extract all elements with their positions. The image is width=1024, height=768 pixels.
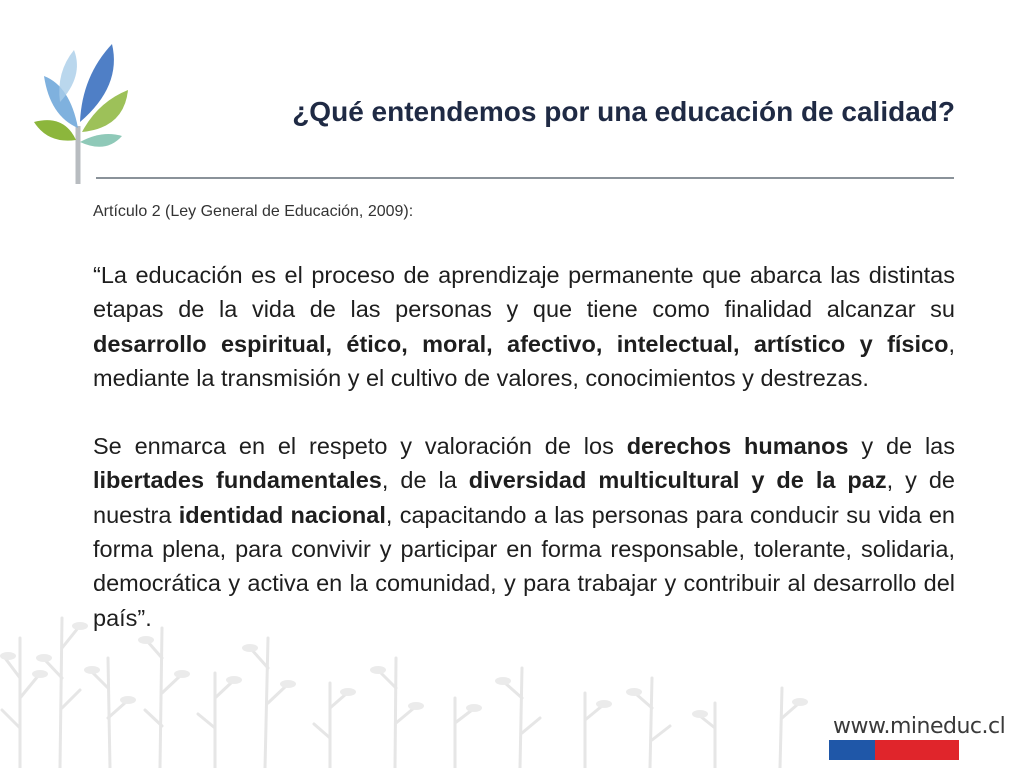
p1-segment: , mediante la transmisión y el cultivo de valores, conocimientos y destrezas. [93,330,955,391]
p2-segment: , y de nuestra [93,467,955,528]
flag-bar [829,740,959,760]
article-reference: Artículo 2 (Ley General de Educación, 2009): [93,203,414,220]
flag-red-segment [875,740,959,760]
quote-paragraph-2 [93,429,955,635]
p1-segment: “La educación es el proceso de aprendizaje permanente que abarca las distintas etapas de la vida de las personas y que tiene como finalidad alcanzar su [93,262,955,323]
quote-body [93,258,955,635]
p2-bold-segment: derechos humanos [626,433,849,460]
p2-bold-segment: diversidad multicultural y de la paz [468,467,887,494]
page-title: ¿Qué entendemos por una educación de calidad? [292,96,955,127]
p2-bold-segment: libertades fundamentales [93,467,382,494]
p2-segment: , de la [381,467,469,494]
flag-blue-segment [829,740,875,760]
footer-url: www.mineduc.cl [833,714,1006,739]
p2-segment: y de las [848,433,955,460]
p2-segment: , capacitando a las personas para conducir su vida en forma plena, para convivir y participar en forma responsable, tolerante, solidaria, democrática y activa en la comunidad, y para trabajar y contribuir al desarrollo del país”. [93,501,955,631]
plant-leaves-logo-icon [30,36,130,186]
p2-bold-segment: identidad nacional [178,501,386,528]
p1-bold-segment: desarrollo espiritual, ético, moral, afectivo, intelectual, artístico y físico [93,330,949,357]
p2-segment: Se enmarca en el respeto y valoración de los [93,433,627,460]
title-divider [96,177,954,179]
quote-paragraph-1 [93,258,955,395]
